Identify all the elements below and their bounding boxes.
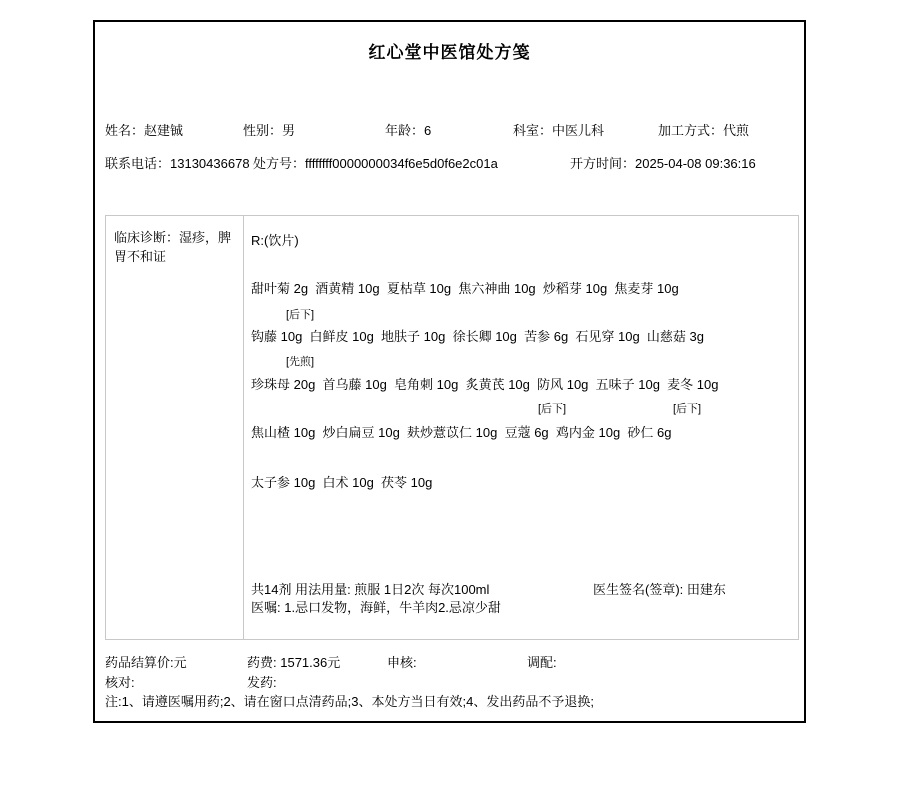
patient-name-value: 赵建铖 — [144, 123, 184, 138]
clinical-diagnosis — [114, 228, 236, 266]
decoct-later-annotation: [后下] — [538, 403, 567, 415]
contact-phone-field — [105, 153, 250, 172]
prescription-number-field — [253, 153, 498, 172]
drug-row: 焦山楂 10g 炒白扁豆 10g 麸炒薏苡仁 10g 豆蔻 6g 鸡内金 10g 砂仁 6g — [251, 425, 672, 440]
decoct-first-annotation: [先煎] — [286, 356, 315, 368]
medicine-fee-label: 药费: — [247, 655, 281, 670]
rx-header: R:(饮片) — [251, 233, 299, 248]
check-field: 核对: — [105, 675, 135, 690]
issue-time-value: 2025-04-08 09:36:16 — [635, 156, 756, 171]
medicine-fee-value: 1571.36元 — [280, 655, 341, 670]
patient-gender-label: 性别： — [243, 123, 283, 138]
prescription-number-value: ffffffff0000000034f6e5d0f6e2c01a — [305, 156, 498, 171]
decoct-later-annotation: [后下] — [286, 309, 315, 321]
issue-time-label: 开方时间： — [570, 156, 636, 171]
patient-age-value: 6 — [424, 123, 432, 138]
clinical-diagnosis-label: 临床诊断： — [114, 230, 180, 245]
decoct-later-annotation: [后下] — [673, 403, 702, 415]
doctor-signature-label: 医生签名(签章): — [593, 582, 687, 597]
patient-gender-value: 男 — [282, 123, 296, 138]
compound-field: 调配: — [527, 655, 557, 670]
doctor-signature-value: 田建东 — [686, 582, 726, 597]
contact-phone-value: 13130436678 — [170, 156, 250, 171]
department-field — [513, 120, 604, 139]
dispense-field: 发药: — [247, 675, 277, 690]
drug-row: 甜叶菊 2g 酒黄精 10g 夏枯草 10g 焦六神曲 10g 炒稻芽 10g 焦麦芽 10g — [251, 281, 679, 296]
department-value: 中医儿科 — [552, 123, 605, 138]
dosage-usage-summary: 共14剂 用法用量: 煎服 1日2次 每次100ml — [251, 582, 490, 597]
footer-notes: 注:1、请遵医嘱用药;2、请在窗口点清药品;3、本处方当日有效;4、发出药品不予退换; — [105, 694, 594, 709]
prescription-body-box — [105, 215, 799, 640]
medical-advice: 医嘱: 1.忌口发物，海鲜，牛羊肉2.忌凉少甜 — [251, 600, 501, 615]
medicine-fee-field — [247, 652, 340, 671]
page-title: 红心堂中医馆处方笺 — [368, 43, 531, 62]
patient-age-label: 年龄： — [385, 123, 425, 138]
patient-age-field — [385, 120, 431, 139]
prescription-sheet — [93, 20, 806, 723]
patient-name-field — [105, 120, 183, 139]
processing-method-field — [658, 120, 749, 139]
processing-method-value: 代煎 — [723, 123, 750, 138]
drug-row: 太子参 10g 白术 10g 茯苓 10g — [251, 475, 433, 490]
settlement-price-field: 药品结算价:元 — [105, 655, 187, 670]
doctor-signature — [593, 579, 726, 598]
department-label: 科室： — [513, 123, 553, 138]
drug-row: 钩藤 10g 白鲜皮 10g 地肤子 10g 徐长卿 10g 苦参 6g 石见穿 10g 山慈菇 3g — [251, 329, 704, 344]
diagnosis-rx-divider — [243, 216, 244, 639]
prescription-number-label: 处方号： — [253, 156, 306, 171]
patient-name-label: 姓名： — [105, 123, 145, 138]
audit-field: 申核: — [387, 655, 417, 670]
contact-phone-label: 联系电话： — [105, 156, 171, 171]
patient-gender-field — [243, 120, 295, 139]
processing-method-label: 加工方式： — [658, 123, 724, 138]
issue-time-field — [570, 153, 756, 172]
clinical-diagnosis-value: 湿疹，脾胃不和证 — [114, 230, 232, 264]
drug-row: 珍珠母 20g 首乌藤 10g 皂角刺 10g 炙黄芪 10g 防风 10g 五味子 10g 麦冬 10g — [251, 377, 719, 392]
